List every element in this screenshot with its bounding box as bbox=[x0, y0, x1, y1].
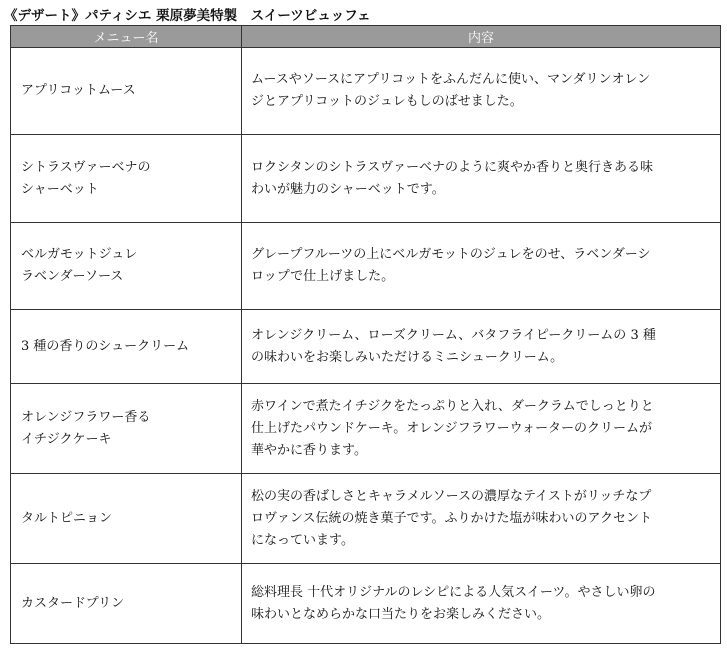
menu-description: ロクシタンのシトラスヴァーベナのように爽やか香りと奥行きある味 わいが魅力のシャーベットです。 bbox=[251, 159, 653, 197]
menu-description: 松の実の香ばしさとキャラメルソースの濃厚なテイストがリッチなプ ロヴァンス伝統の焼き菓子です。ふりかけた塩が味わいのアクセント になっています。 bbox=[251, 488, 653, 548]
menu-description-cell bbox=[242, 223, 721, 310]
column-header-menu-name: メニュー名 bbox=[11, 26, 242, 48]
menu-description: 赤ワインで煮たイチジクをたっぷりと入れ、ダークラムでしっとりと 仕上げたパウンドケーキ。オレンジフラワーウォーターのクリームが 華やかに香ります。 bbox=[251, 398, 654, 458]
menu-description: 総料理長 十代オリジナルのレシピによる人気スイーツ。やさしい卵の 味わいとなめらかな口当たりをお楽しみください。 bbox=[251, 584, 656, 622]
menu-name: 3 種の香りのシュークリーム bbox=[21, 338, 190, 354]
page-title: 《デザート》パティシエ 栗原夢美特製 スイーツビュッフェ bbox=[4, 8, 371, 24]
menu-description: ムースやソースにアプリコットをふんだんに使い、マンダリンオレン ジとアプリコットのジュレもしのばせました。 bbox=[251, 72, 651, 109]
menu-name-cell bbox=[11, 223, 242, 310]
menu-name: オレンジフラワー香る イチジクケーキ bbox=[21, 409, 151, 447]
menu-description-cell bbox=[242, 48, 721, 135]
menu-name-cell bbox=[11, 310, 242, 384]
menu-name-cell bbox=[11, 474, 242, 564]
menu-name: タルトピニョン bbox=[21, 510, 113, 526]
menu-name-cell bbox=[11, 564, 242, 644]
table-row bbox=[11, 564, 721, 644]
dessert-menu-table bbox=[10, 25, 721, 644]
menu-description-cell bbox=[242, 474, 721, 564]
table-row bbox=[11, 310, 721, 384]
menu-name: シトラスヴァーベナの シャーベット bbox=[21, 159, 151, 197]
menu-name: カスタードプリン bbox=[21, 595, 125, 611]
table-header-row bbox=[11, 26, 721, 48]
table-row bbox=[11, 48, 721, 135]
menu-name-cell bbox=[11, 135, 242, 223]
table-row bbox=[11, 384, 721, 474]
table-row bbox=[11, 135, 721, 223]
menu-name: ベルガモットジュレ ラベンダーソース bbox=[21, 247, 138, 284]
menu-description: グレープフルーツの上にベルガモットのジュレをのせ、ラベンダーシ ロップで仕上げました。 bbox=[251, 247, 651, 284]
menu-description-cell bbox=[242, 564, 721, 644]
column-header-content: 内容 bbox=[242, 26, 721, 48]
menu-name: アプリコットムース bbox=[21, 83, 136, 98]
table-row bbox=[11, 474, 721, 564]
menu-name-cell bbox=[11, 384, 242, 474]
menu-description-cell bbox=[242, 310, 721, 384]
menu-description-cell bbox=[242, 384, 721, 474]
menu-description: オレンジクリーム、ローズクリーム、バタフライピークリームの 3 種 の味わいをお楽しみいただけるミニシュークリーム。 bbox=[251, 327, 656, 365]
menu-description-cell bbox=[242, 135, 721, 223]
table-row bbox=[11, 223, 721, 310]
menu-name-cell bbox=[11, 48, 242, 135]
